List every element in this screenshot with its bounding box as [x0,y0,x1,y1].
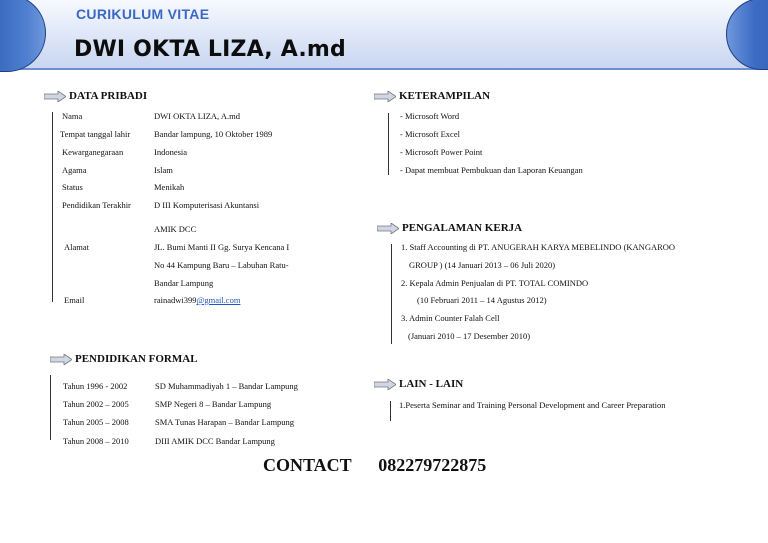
experience-line: (Januari 2010 – 17 Desember 2010) [408,331,531,341]
section-rule [391,244,392,344]
field-label: Status [62,182,83,192]
address-line: Bandar Lampung [154,278,214,288]
experience-line: 1. Staff Accounting di PT. ANUGERAH KARYA MEBELINDO (KANGAROO [401,242,676,252]
cv-label: CURIKULUM VITAE [76,6,210,22]
skill-item: - Microsoft Excel [400,129,460,139]
field-value: D III Komputerisasi Akuntansi [154,200,260,210]
edu-year: Tahun 1996 - 2002 [63,381,128,391]
skill-item: - Microsoft Word [400,111,460,121]
section-title: LAIN - LAIN [399,378,464,390]
field-value: DWI OKTA LIZA, A.md [154,111,240,121]
edu-school: SMA Tunas Harapan – Bandar Lampung [155,417,295,427]
section-arrow-icon [44,91,66,102]
section-arrow-icon [374,91,396,102]
edu-school: SD Muhammadiyah 1 – Bandar Lampung [155,381,298,391]
email-link[interactable]: @gmail.com [196,295,241,305]
experience-line: GROUP ) (14 Januari 2013 – 06 Juli 2020) [409,260,556,270]
contact-phone: 082279722875 [378,455,487,475]
edu-year: Tahun 2008 – 2010 [63,436,129,446]
field-value: Indonesia [154,147,188,157]
field-label: Agama [62,165,87,175]
address-line: JL. Bumi Manti II Gg. Surya Kencana I [154,242,290,252]
address-line: No 44 Kampung Baru – Labuhan Ratu- [154,260,289,270]
experience-line: 2. Kepala Admin Penjualan di PT. TOTAL COMINDO [401,278,589,288]
section-rule [390,401,391,421]
skill-item: - Dapat membuat Pembukuan dan Laporan Keuangan [400,165,583,175]
email-value [154,295,240,305]
section-arrow-icon [50,354,72,365]
field-label: Kewarganegaraan [62,147,124,157]
field-value: Bandar lampung, 10 Oktober 1989 [154,129,273,139]
contact-label: CONTACT [263,455,352,475]
field-label: Alamat [64,242,90,252]
section-rule [388,113,389,175]
field-value: AMIK DCC [154,224,197,234]
section-rule [50,375,51,440]
section-pendidikan [50,353,198,365]
section-arrow-icon [374,379,396,390]
section-title: DATA PRIBADI [69,90,148,102]
section-title: PENGALAMAN KERJA [402,222,523,234]
edu-year: Tahun 2005 – 2008 [63,417,129,427]
field-label: Email [64,295,85,305]
email-user: rainadwi399 [154,295,197,305]
experience-line: (10 Februari 2011 – 14 Agustus 2012) [417,295,547,305]
section-title: KETERAMPILAN [399,90,491,102]
section-lain [374,378,463,390]
contact-line [263,455,486,476]
edu-year: Tahun 2002 – 2005 [63,399,129,409]
field-label: Pendidikan Terakhir [62,200,131,210]
field-value: Islam [154,165,173,175]
person-name: DWI OKTA LIZA, A.md [74,37,346,62]
field-value: Menikah [154,182,185,192]
edu-school: DIII AMIK DCC Bandar Lampung [155,436,275,446]
section-keterampilan [374,90,490,102]
skill-item: - Microsoft Power Point [400,147,483,157]
section-title: PENDIDIKAN FORMAL [75,353,198,365]
edu-school: SMP Negeri 8 – Bandar Lampung [155,399,272,409]
field-label: Nama [62,111,83,121]
section-pengalaman [377,222,522,234]
section-data-pribadi [44,90,147,102]
experience-line: 3. Admin Counter Falah Cell [401,313,500,323]
other-item: 1.Peserta Seminar and Training Personal Development and Career Preparation [399,400,666,410]
section-rule [52,112,53,302]
field-label: Tempat tanggal lahir [60,129,131,139]
section-arrow-icon [377,223,399,234]
